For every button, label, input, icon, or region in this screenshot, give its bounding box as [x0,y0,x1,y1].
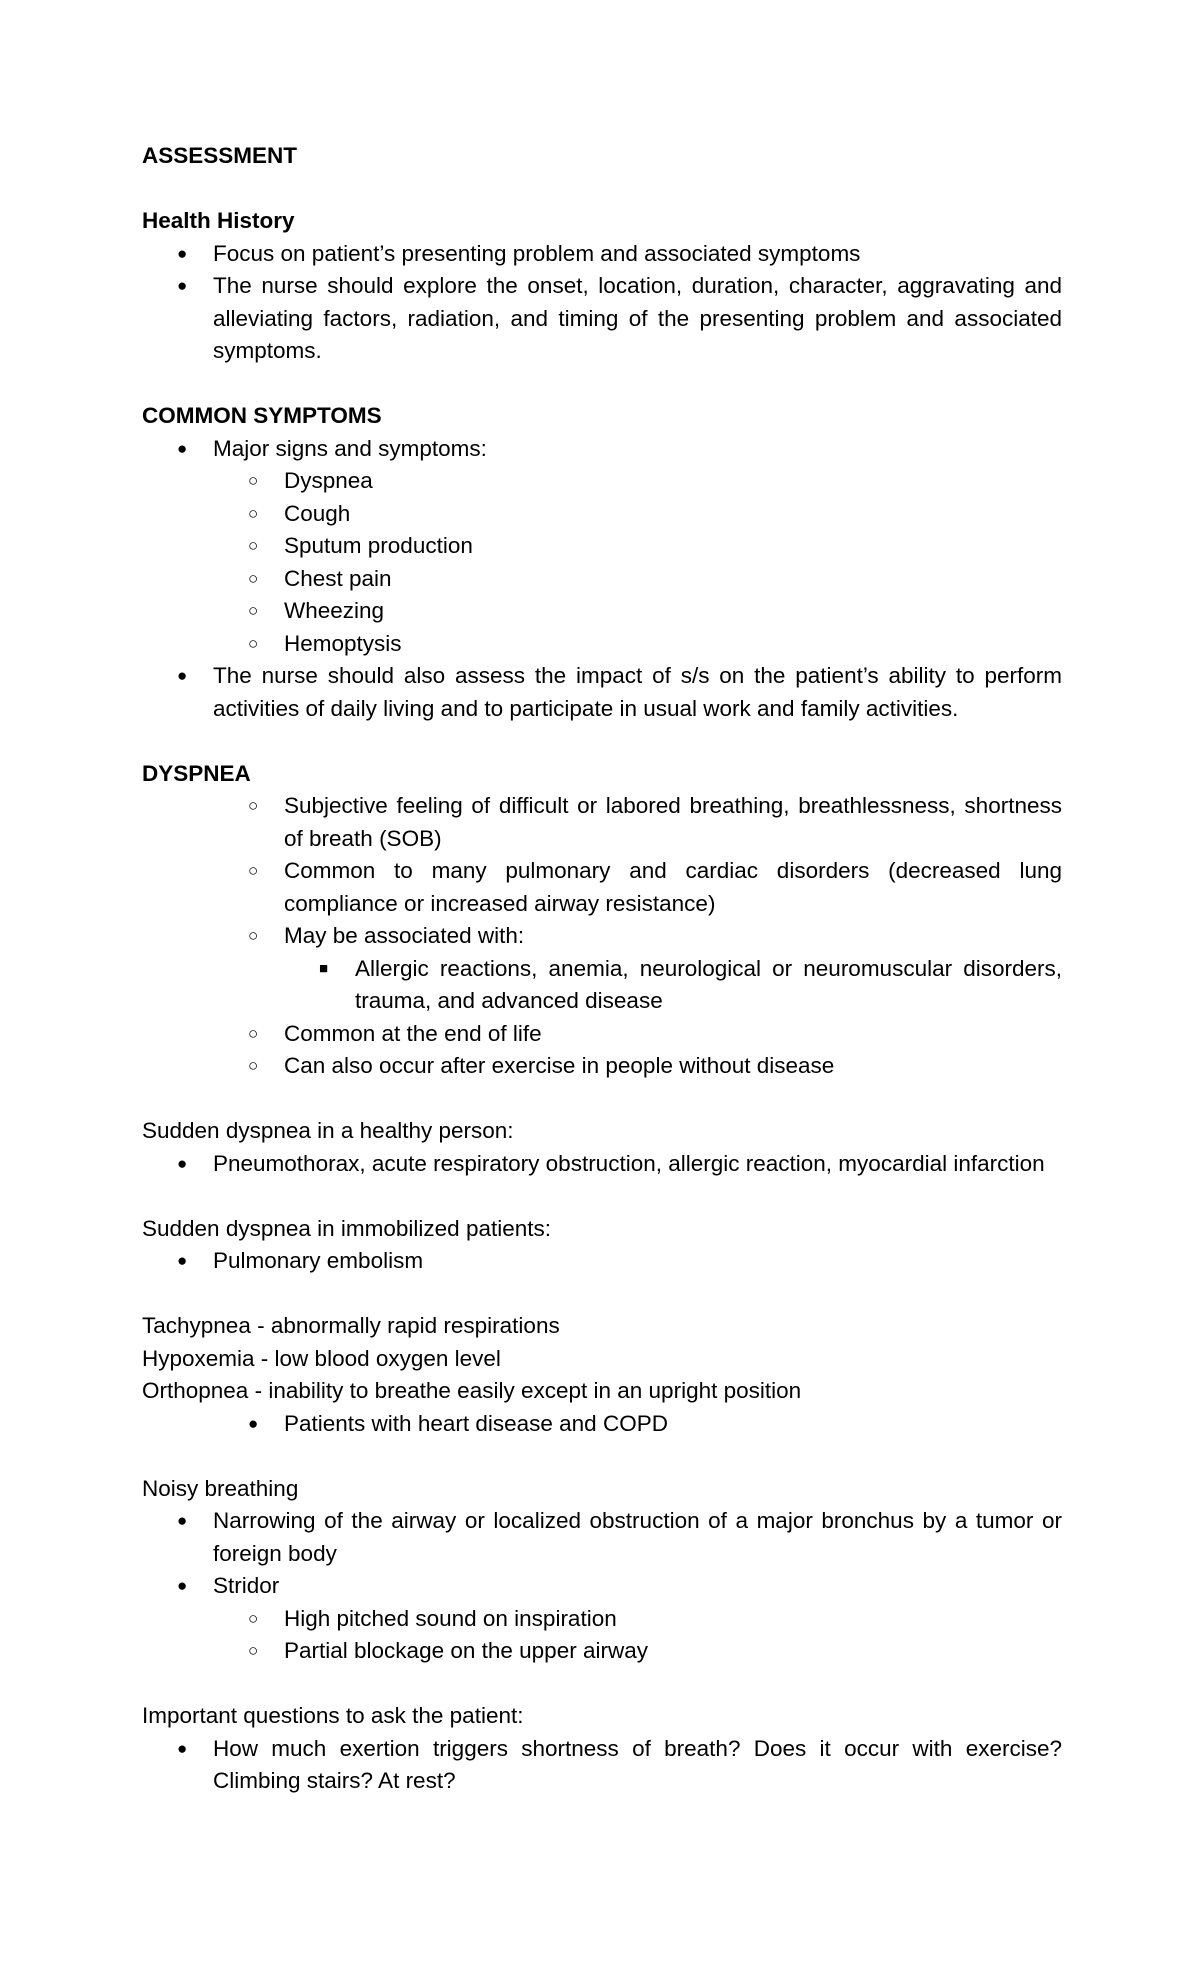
orthopnea-list [142,1408,1062,1441]
common-symptoms-list [142,433,1062,726]
questions-list [142,1733,1062,1798]
list-item: ○ Subjective feeling of difficult or labored breathing, breathlessness, shortness of breath (SOB) [142,790,1062,855]
spacer [142,173,1062,206]
noisy-breathing-label: Noisy breathing [142,1475,299,1501]
major-signs-label: Major signs and symptoms: [213,435,487,461]
heading-health-history: Health History [142,208,295,233]
questions-label: Important questions to ask the patient: [142,1703,524,1728]
spacer [142,1278,1062,1311]
list-item: ○ Cough [213,498,1062,531]
sudden-immobilized-list [142,1245,1062,1278]
list-item: ● The nurse should also assess the impact of s/s on the patient’s ability to perform activities of daily living and to participate in usual work and family activities. [142,660,1062,725]
list-item: ○ Common at the end of life [142,1018,1062,1051]
definition-tachypnea: Tachypnea - abnormally rapid respirations [142,1313,560,1338]
list-item: ● Pulmonary embolism [142,1245,1062,1278]
sudden-immobilized-label: Sudden dyspnea in immobilized patients: [142,1215,551,1241]
list-item: ○ Can also occur after exercise in people without disease [142,1050,1062,1083]
list-item [142,1570,1062,1668]
list-item [142,433,1062,661]
list-item: ○ High pitched sound on inspiration [213,1603,1062,1636]
list-item: ■ Allergic reactions, anemia, neurological or neuromuscular disorders, trauma, and advanced disease [284,953,1062,1018]
list-item: ● How much exertion triggers shortness of breath? Does it occur with exercise? Climbing stairs? At rest? [142,1733,1062,1798]
sudden-healthy-label: Sudden dyspnea in a healthy person: [142,1118,514,1143]
spacer [142,1668,1062,1701]
list-item: ○ Partial blockage on the upper airway [213,1635,1062,1668]
list-item: ○ Wheezing [213,595,1062,628]
list-item: ● Pneumothorax, acute respiratory obstruction, allergic reaction, myocardial infarction [142,1148,1062,1181]
document-page [142,140,1062,1798]
dyspnea-list [142,790,1062,1083]
definition-hypoxemia: Hypoxemia - low blood oxygen level [142,1345,501,1371]
associated-label: May be associated with: [284,923,525,948]
list-item [142,920,1062,1018]
spacer [142,368,1062,401]
spacer [142,1180,1062,1213]
heading-dyspnea: DYSPNEA [142,760,251,786]
list-item: ○ Sputum production [213,530,1062,563]
list-item: ● Narrowing of the airway or localized obstruction of a major bronchus by a tumor or foreign body [142,1505,1062,1570]
spacer [142,1083,1062,1116]
stridor-label: Stridor [213,1573,280,1598]
stridor-list [213,1603,1062,1668]
list-item: ○ Hemoptysis [213,628,1062,661]
list-item: ○ Dyspnea [213,465,1062,498]
heading-common-symptoms: COMMON SYMPTOMS [142,403,382,428]
definition-orthopnea: Orthopnea - inability to breathe easily except in an upright position [142,1378,802,1403]
sudden-healthy-list [142,1148,1062,1181]
list-item: ● Focus on patient’s presenting problem and associated symptoms [142,238,1062,271]
spacer [142,1440,1062,1473]
list-item: ● The nurse should explore the onset, location, duration, character, aggravating and alleviating factors, radiation, and timing of the presenting problem and associated symptoms. [142,270,1062,368]
associated-list [284,953,1062,1018]
list-item: ○ Common to many pulmonary and cardiac disorders (decreased lung compliance or increased airway resistance) [142,855,1062,920]
list-item: ○ Chest pain [213,563,1062,596]
spacer [142,725,1062,758]
health-history-list [142,238,1062,368]
noisy-breathing-list [142,1505,1062,1668]
list-item: ● Patients with heart disease and COPD [142,1408,1062,1441]
section-title-assessment: ASSESSMENT [142,143,298,168]
major-signs-list [213,465,1062,660]
